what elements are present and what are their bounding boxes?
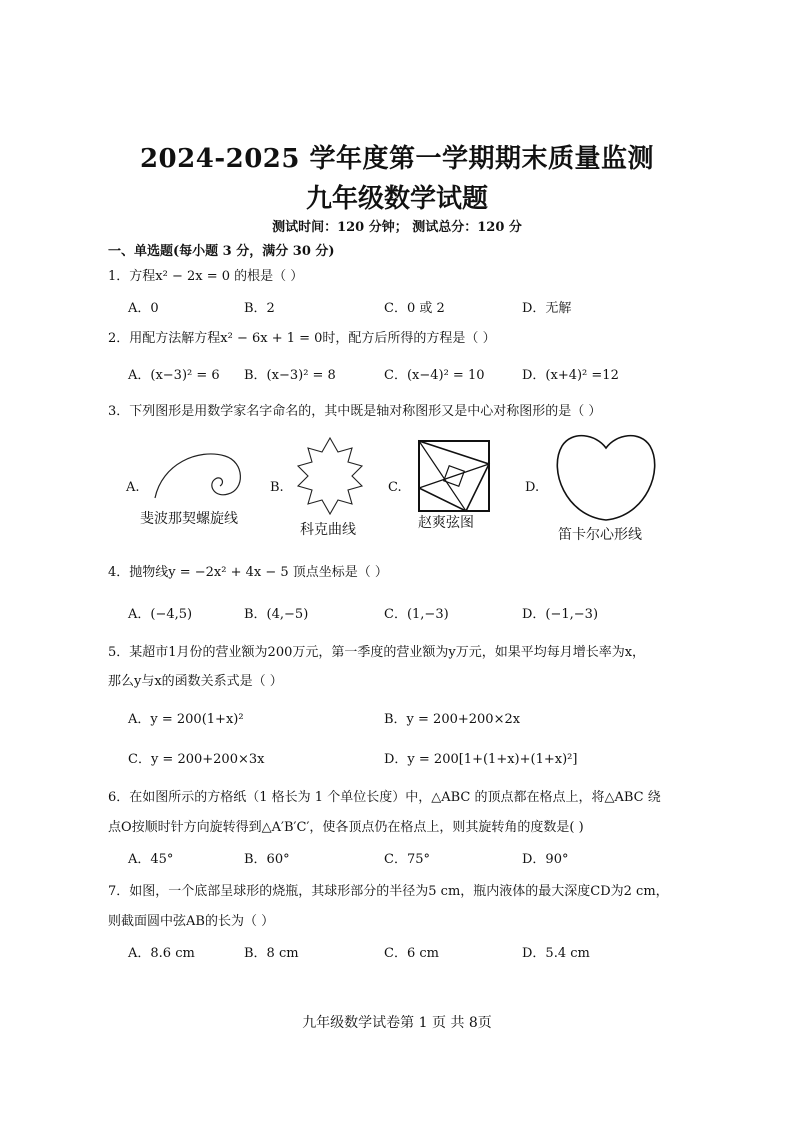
page-footer: 九年级数学试卷第 1 页 共 8页 (302, 1015, 492, 1031)
q3-label-d: D. (525, 480, 540, 495)
cardioid-figure (554, 430, 658, 522)
exam-subtitle: 九年级数学试题 (305, 184, 488, 214)
q3-caption-a: 斐波那契螺旋线 (140, 511, 238, 527)
question-3: 3．下列图形是用数学家名字命名的，其中既是轴对称图形又是中心对称图形的是（ ） (108, 404, 602, 419)
question-7-line-2: 则截面圆中弦AB的长为（ ） (108, 914, 275, 929)
zhao-shuang-diagram-figure (418, 440, 490, 512)
question-4: 4．抛物线y = −2x² + 4x − 5 顶点坐标是（ ） (108, 565, 388, 580)
question-2: 2．用配方法解方程x² − 6x + 1 = 0时，配方后所得的方程是（ ） (108, 331, 496, 346)
q1-option-a: A．0 (128, 301, 159, 316)
q4-option-b: B．(4,−5) (244, 607, 309, 622)
question-6-line-2: 点O按顺时针方向旋转得到△A′B′C′，使各顶点仍在格点上，则其旋转角的度数是( ) (108, 820, 584, 835)
fibonacci-spiral-figure (150, 446, 250, 506)
question-7-line-1: 7．如图，一个底部呈球形的烧瓶，其球形部分的半径为5 cm，瓶内液体的最大深度CD为2 cm， (108, 884, 669, 899)
q5-option-d: D．y = 200[1+(1+x)+(1+x)²] (384, 752, 578, 767)
q5-option-a: A．y = 200(1+x)² (128, 712, 244, 727)
exam-title: 2024-2025 学年度第一学期期末质量监测 (139, 144, 655, 174)
q7-option-b: B．8 cm (244, 946, 299, 961)
koch-snowflake-figure (290, 436, 370, 516)
q2-option-a: A．(x−3)² = 6 (128, 368, 220, 383)
q7-option-d: D．5.4 cm (522, 946, 590, 961)
section-heading: 一、单选题(每小题 3 分，满分 30 分) (108, 244, 335, 259)
q2-option-c: C．(x−4)² = 10 (384, 368, 485, 383)
q3-caption-c: 赵爽弦图 (418, 515, 474, 531)
q5-option-b: B．y = 200+200×2x (384, 712, 521, 727)
exam-info: 测试时间：120 分钟； 测试总分：120 分 (272, 220, 522, 235)
q3-label-c: C. (388, 480, 402, 495)
q2-option-b: B．(x−3)² = 8 (244, 368, 336, 383)
q6-option-a: A．45° (128, 852, 174, 867)
q4-option-a: A．(−4,5) (128, 607, 193, 622)
q3-caption-b: 科克曲线 (300, 522, 356, 538)
question-6-line-1: 6．在如图所示的方格纸（1 格长为 1 个单位长度）中，△ABC 的顶点都在格点上，将△ABC 绕 (108, 790, 661, 805)
q6-option-b: B．60° (244, 852, 290, 867)
q6-option-d: D．90° (522, 852, 569, 867)
q1-option-b: B．2 (244, 301, 275, 316)
q6-option-c: C．75° (384, 852, 430, 867)
q1-option-d: D．无解 (522, 301, 572, 316)
q5-option-c: C．y = 200+200×3x (128, 752, 265, 767)
q7-option-a: A．8.6 cm (128, 946, 195, 961)
q7-option-c: C．6 cm (384, 946, 439, 961)
question-5-line-1: 5．某超市1月份的营业额为200万元，第一季度的营业额为y万元，如果平均每月增长率为x， (108, 645, 646, 660)
q4-option-c: C．(1,−3) (384, 607, 449, 622)
q2-option-d: D．(x+4)² =12 (522, 368, 619, 383)
q3-label-b: B. (270, 480, 284, 495)
q3-label-a: A. (126, 480, 140, 495)
question-1: 1．方程x² − 2x = 0 的根是（ ） (108, 269, 304, 284)
q3-caption-d: 笛卡尔心形线 (558, 527, 642, 543)
question-5-line-2: 那么y与x的函数关系式是（ ） (108, 674, 283, 689)
q4-option-d: D．(−1,−3) (522, 607, 599, 622)
q1-option-c: C．0 或 2 (384, 301, 445, 316)
